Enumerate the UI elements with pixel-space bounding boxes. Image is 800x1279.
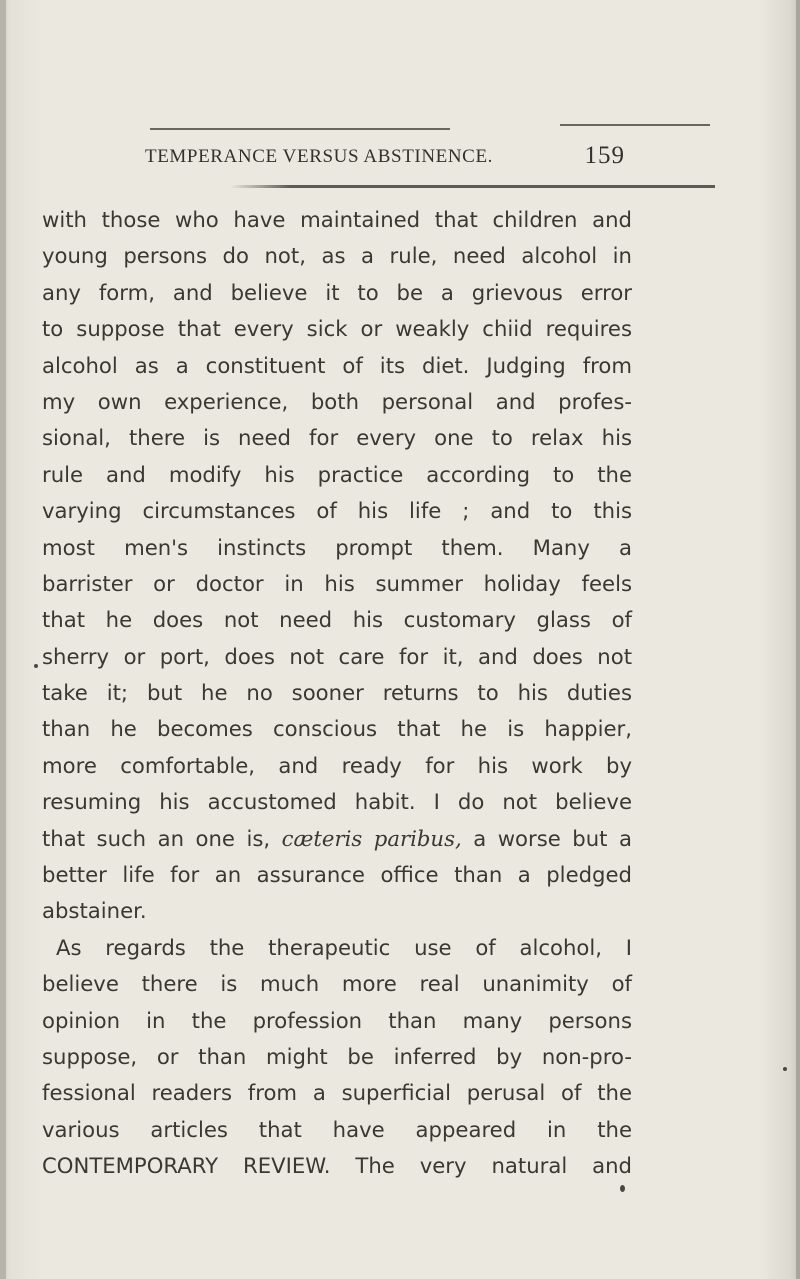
text-line: young persons do not, as a rule, need alcohol in — [42, 243, 632, 269]
text-line: varying circumstances of his life ; and to this — [42, 498, 632, 524]
text-line: believe there is much more real unanimity of — [42, 971, 632, 997]
ink-speck — [620, 1185, 625, 1192]
header-top-rule — [150, 128, 450, 130]
text-line: fessional readers from a superficial perusal of the — [42, 1080, 632, 1106]
text-line: barrister or doctor in his summer holiday feels — [42, 570, 632, 596]
text-line: sherry or port, does not care for it, and does not — [42, 643, 632, 669]
text-line: resuming his accustomed habit. I do not believe — [42, 789, 632, 815]
text-segment: a worse but a — [473, 825, 632, 851]
text-line: to suppose that every sick or weakly chiid requires — [42, 316, 632, 342]
ink-speck — [783, 1067, 787, 1071]
running-header — [145, 142, 625, 174]
text-line: most men's instincts prompt them. Many a — [42, 534, 632, 560]
header-bottom-rule — [230, 185, 715, 188]
text-line: various articles that have appeared in the — [42, 1116, 632, 1142]
text-line: any form, and believe it to be a grievous error — [42, 279, 632, 305]
text-line: opinion in the profession than many persons — [42, 1007, 632, 1033]
text-line: my own experience, both personal and profes- — [42, 388, 632, 414]
page-number: 159 — [584, 142, 625, 169]
body-text — [42, 202, 632, 1185]
text-line: than he becomes conscious that he is happier, — [42, 716, 632, 742]
text-line: better life for an assurance office than a pledged — [42, 862, 632, 888]
header-top-rule-right — [560, 124, 710, 126]
text-line-with-italic — [42, 821, 632, 857]
text-line: that he does not need his customary glass of — [42, 607, 632, 633]
text-segment: that such an one is, — [42, 825, 271, 851]
paragraph-first-line: As regards the therapeutic use of alcohol, I — [56, 934, 632, 960]
text-line: suppose, or than might be inferred by non-pro- — [42, 1043, 632, 1069]
text-line: abstainer. — [42, 898, 147, 924]
text-line: CONTEMPORARY REVIEW. The very natural and — [42, 1153, 632, 1179]
text-line: rule and modify his practice according to the — [42, 461, 632, 487]
page-right-edge — [796, 0, 800, 1279]
running-title: TEMPERANCE VERSUS ABSTINENCE. — [145, 146, 494, 167]
text-line: sional, there is need for every one to relax his — [42, 425, 632, 451]
italic-phrase: cæteris paribus, — [281, 825, 462, 851]
text-line: take it; but he no sooner returns to his duties — [42, 680, 632, 706]
page-left-edge — [0, 0, 6, 1279]
text-line: more comfortable, and ready for his work by — [42, 752, 632, 778]
text-line: with those who have maintained that children and — [42, 207, 632, 232]
ink-speck — [34, 664, 38, 668]
text-line: alcohol as a constituent of its diet. Judging from — [42, 352, 632, 378]
